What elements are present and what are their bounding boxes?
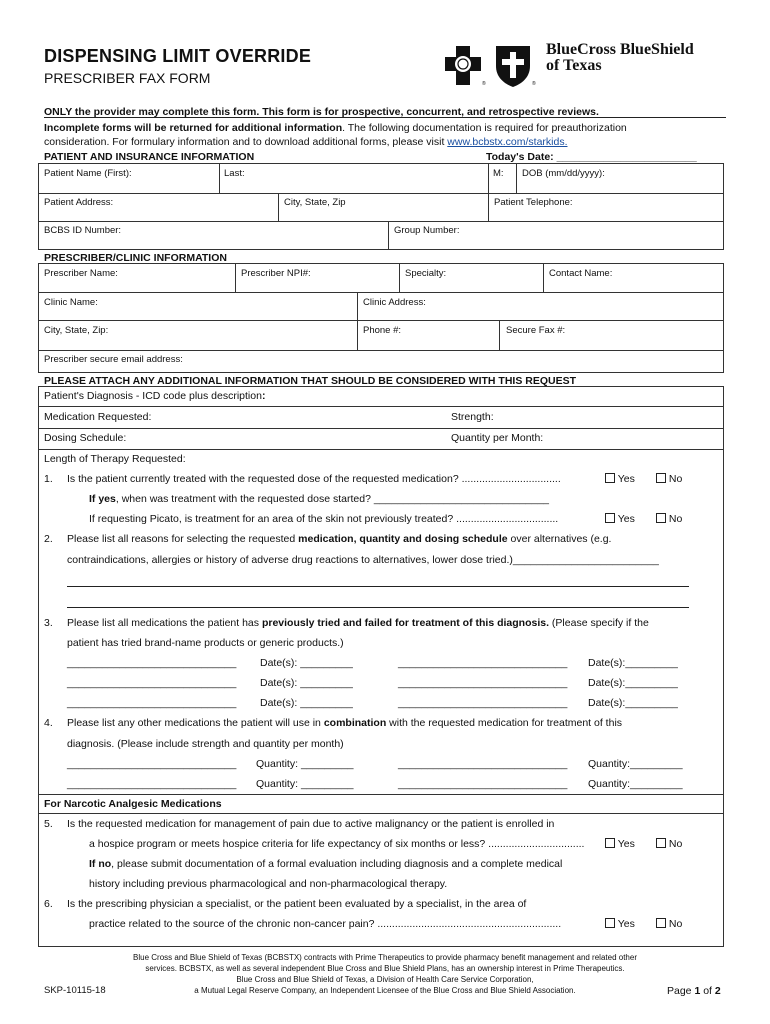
q3-med-blank[interactable]: _____________________________ bbox=[67, 697, 237, 709]
website-link[interactable]: www.bcbstx.com/starkids. bbox=[447, 136, 568, 148]
q4-number: 4. bbox=[44, 717, 53, 729]
patient-first-name-field[interactable]: Patient Name (First): bbox=[44, 168, 132, 179]
q3-dates-field[interactable]: Date(s): _________ bbox=[260, 697, 353, 709]
q4-quantity-field[interactable]: Quantity: _________ bbox=[256, 758, 354, 770]
intro-line1: ONLY the provider may complete this form. This form is for prospective, concurrent, and retrospective reviews. bbox=[44, 106, 599, 118]
clinic-address-field[interactable]: Clinic Address: bbox=[363, 297, 426, 308]
medication-requested-field[interactable]: Medication Requested: bbox=[44, 411, 152, 423]
request-heading: PLEASE ATTACH ANY ADDITIONAL INFORMATION THAT SHOULD BE CONSIDERED WITH THIS REQUEST bbox=[44, 375, 576, 387]
clinic-name-field[interactable]: Clinic Name: bbox=[44, 297, 98, 308]
q3-med-blank[interactable]: _____________________________ bbox=[67, 677, 237, 689]
svg-text:®: ® bbox=[482, 81, 486, 87]
q1b-text: If requesting Picato, is treatment for an area of the skin not previously treated? ................................... bbox=[89, 513, 559, 525]
q3-dates-field[interactable]: Date(s): _________ bbox=[260, 657, 353, 669]
q3-dates-field[interactable]: Date(s):_________ bbox=[588, 657, 678, 669]
patient-dob-field[interactable]: DOB (mm/dd/yyyy): bbox=[522, 168, 605, 179]
intro-line2: Incomplete forms will be returned for additional information. The following documentation is required for preauthorization bbox=[44, 122, 627, 134]
q6-yes-checkbox[interactable] bbox=[605, 918, 615, 928]
group-number-field[interactable]: Group Number: bbox=[394, 225, 460, 236]
diagnosis-field[interactable]: Patient's Diagnosis - ICD code plus description: bbox=[44, 390, 266, 402]
q3-med-blank[interactable]: _____________________________ bbox=[398, 657, 568, 669]
q1-no[interactable]: No bbox=[656, 473, 682, 485]
q5-text-line2: a hospice program or meets hospice criteria for life expectancy of six months or less? ................................. bbox=[89, 838, 585, 850]
patient-city-field[interactable]: City, State, Zip bbox=[284, 197, 346, 208]
intro-line3: consideration. For formulary information and to download additional forms, please visit www.bcbstx.com/starkids. bbox=[44, 136, 568, 148]
q6-number: 6. bbox=[44, 898, 53, 910]
q6-text: Is the prescribing physician a specialist, or the patient been evaluated by a specialist, in the area of bbox=[67, 898, 527, 910]
q1-yes-checkbox[interactable] bbox=[605, 473, 615, 483]
page-indicator: Page 1 of 2 bbox=[667, 985, 721, 997]
patient-telephone-field[interactable]: Patient Telephone: bbox=[494, 197, 573, 208]
q3-dates-field[interactable]: Date(s):_________ bbox=[588, 677, 678, 689]
q3-number: 3. bbox=[44, 617, 53, 629]
therapy-length-field[interactable]: Length of Therapy Requested: bbox=[44, 453, 186, 465]
q3-med-blank[interactable]: _____________________________ bbox=[398, 677, 568, 689]
q3-dates-field[interactable]: Date(s): _________ bbox=[260, 677, 353, 689]
narcotic-heading: For Narcotic Analgesic Medications bbox=[44, 798, 222, 810]
brand-name: BlueCross BlueShield of Texas bbox=[546, 41, 694, 74]
q3-dates-field[interactable]: Date(s):_________ bbox=[588, 697, 678, 709]
form-subtitle: PRESCRIBER FAX FORM bbox=[44, 70, 211, 86]
q6-no[interactable]: No bbox=[656, 918, 682, 930]
q4-quantity-field[interactable]: Quantity:_________ bbox=[588, 778, 683, 790]
q6-no-checkbox[interactable] bbox=[656, 918, 666, 928]
patient-address-field[interactable]: Patient Address: bbox=[44, 197, 114, 208]
q5-no-checkbox[interactable] bbox=[656, 838, 666, 848]
q3-text: Please list all medications the patient has previously tried and failed for treatment of this diagnosis. (Please specify if the bbox=[67, 617, 649, 629]
secure-fax-field[interactable]: Secure Fax #: bbox=[506, 325, 566, 336]
q1-number: 1. bbox=[44, 473, 53, 485]
todays-date-field[interactable]: Today's Date: ________________________ bbox=[486, 151, 697, 163]
specialty-field[interactable]: Specialty: bbox=[405, 268, 447, 279]
q6-yes[interactable]: Yes bbox=[605, 918, 635, 930]
clinic-city-field[interactable]: City, State, Zip: bbox=[44, 325, 109, 336]
dosing-schedule-field[interactable]: Dosing Schedule: bbox=[44, 432, 127, 444]
q4-quantity-field[interactable]: Quantity: _________ bbox=[256, 778, 354, 790]
q1-no-checkbox[interactable] bbox=[656, 473, 666, 483]
svg-text:®: ® bbox=[532, 81, 536, 87]
q1-text: Is the patient currently treated with the requested dose of the requested medication? .................................. bbox=[67, 473, 561, 485]
q3-med-blank[interactable]: _____________________________ bbox=[398, 697, 568, 709]
patient-middle-initial-field[interactable]: M: bbox=[493, 168, 504, 179]
contact-name-field[interactable]: Contact Name: bbox=[549, 268, 613, 279]
q4-med-blank[interactable]: _____________________________ bbox=[398, 778, 568, 790]
q5a-text: If no, please submit documentation of a formal evaluation including diagnosis and a complete medical bbox=[89, 858, 563, 870]
q1-yes[interactable]: Yes bbox=[605, 473, 635, 485]
patient-box bbox=[38, 163, 724, 250]
prescriber-heading: PRESCRIBER/CLINIC INFORMATION bbox=[44, 252, 227, 264]
q4-med-blank[interactable]: _____________________________ bbox=[67, 778, 237, 790]
q4-med-blank[interactable]: _____________________________ bbox=[67, 758, 237, 770]
q5-yes-checkbox[interactable] bbox=[605, 838, 615, 848]
q3-text-line2: patient has tried brand-name products or generic products.) bbox=[67, 637, 344, 649]
q4-quantity-field[interactable]: Quantity:_________ bbox=[588, 758, 683, 770]
q1b-no-checkbox[interactable] bbox=[656, 513, 666, 523]
q2-answer-line[interactable] bbox=[67, 586, 689, 587]
q1b-yes-checkbox[interactable] bbox=[605, 513, 615, 523]
phone-field[interactable]: Phone #: bbox=[363, 325, 402, 336]
bcbs-logo-icon bbox=[444, 44, 539, 94]
q2-answer-line[interactable] bbox=[67, 607, 689, 608]
q1a-text[interactable]: If yes, when was treatment with the requested dose started? ______________________________ bbox=[89, 493, 550, 505]
patient-heading: PATIENT AND INSURANCE INFORMATION bbox=[44, 151, 255, 163]
bcbs-id-field[interactable]: BCBS ID Number: bbox=[44, 225, 122, 236]
q4-med-blank[interactable]: _____________________________ bbox=[398, 758, 568, 770]
q5-no[interactable]: No bbox=[656, 838, 682, 850]
q5-text: Is the requested medication for management of pain due to active malignancy or the patient is enrolled in bbox=[67, 818, 555, 830]
prescriber-npi-field[interactable]: Prescriber NPI#: bbox=[241, 268, 311, 279]
q5a-text-line2: history including previous pharmacological and non-pharmacological therapy. bbox=[89, 878, 448, 890]
q3-med-blank[interactable]: _____________________________ bbox=[67, 657, 237, 669]
q5-number: 5. bbox=[44, 818, 53, 830]
strength-field[interactable]: Strength: bbox=[451, 411, 494, 423]
q2-text: Please list all reasons for selecting the requested medication, quantity and dosing schedule over alternatives (e.g. bbox=[67, 533, 612, 545]
q1b-yes[interactable]: Yes bbox=[605, 513, 635, 525]
quantity-per-month-field[interactable]: Quantity per Month: bbox=[451, 432, 544, 444]
q1b-no[interactable]: No bbox=[656, 513, 682, 525]
prescriber-email-field[interactable]: Prescriber secure email address: bbox=[44, 354, 183, 365]
footer-disclaimer: Blue Cross and Blue Shield of Texas (BCBSTX) contracts with Prime Therapeutics to provide pharmacy benefit management and related other services. BCBSTX, as well as several independent Blue Cross and Blue Shield Plans, has an ownership interest in Prime Therapeutics. Blue Cross and Blue Shield of Texas, a Division of Health Care Service Corporation, a Mutual Legal Reserve Company, an Independent Licensee of the Blue Cross and Blue Shield Association. bbox=[133, 953, 637, 995]
q4-text: Please list any other medications the patient will use in combination with the requested medication for treatment of this bbox=[67, 717, 623, 729]
form-title: DISPENSING LIMIT OVERRIDE bbox=[44, 46, 312, 66]
prescriber-name-field[interactable]: Prescriber Name: bbox=[44, 268, 118, 279]
q5-yes[interactable]: Yes bbox=[605, 838, 635, 850]
q2-text-line2[interactable]: contraindications, allergies or history of adverse drug reactions to alternatives, lower dose tried.)_________________________ bbox=[67, 554, 659, 566]
form-number: SKP-10115-18 bbox=[44, 985, 106, 996]
patient-last-name-field[interactable]: Last: bbox=[224, 168, 245, 179]
q2-number: 2. bbox=[44, 533, 53, 545]
q4-text-line2: diagnosis. (Please include strength and quantity per month) bbox=[67, 738, 344, 750]
q6-text-line2: practice related to the source of the chronic non-cancer pain? ............................................................... bbox=[89, 918, 562, 930]
